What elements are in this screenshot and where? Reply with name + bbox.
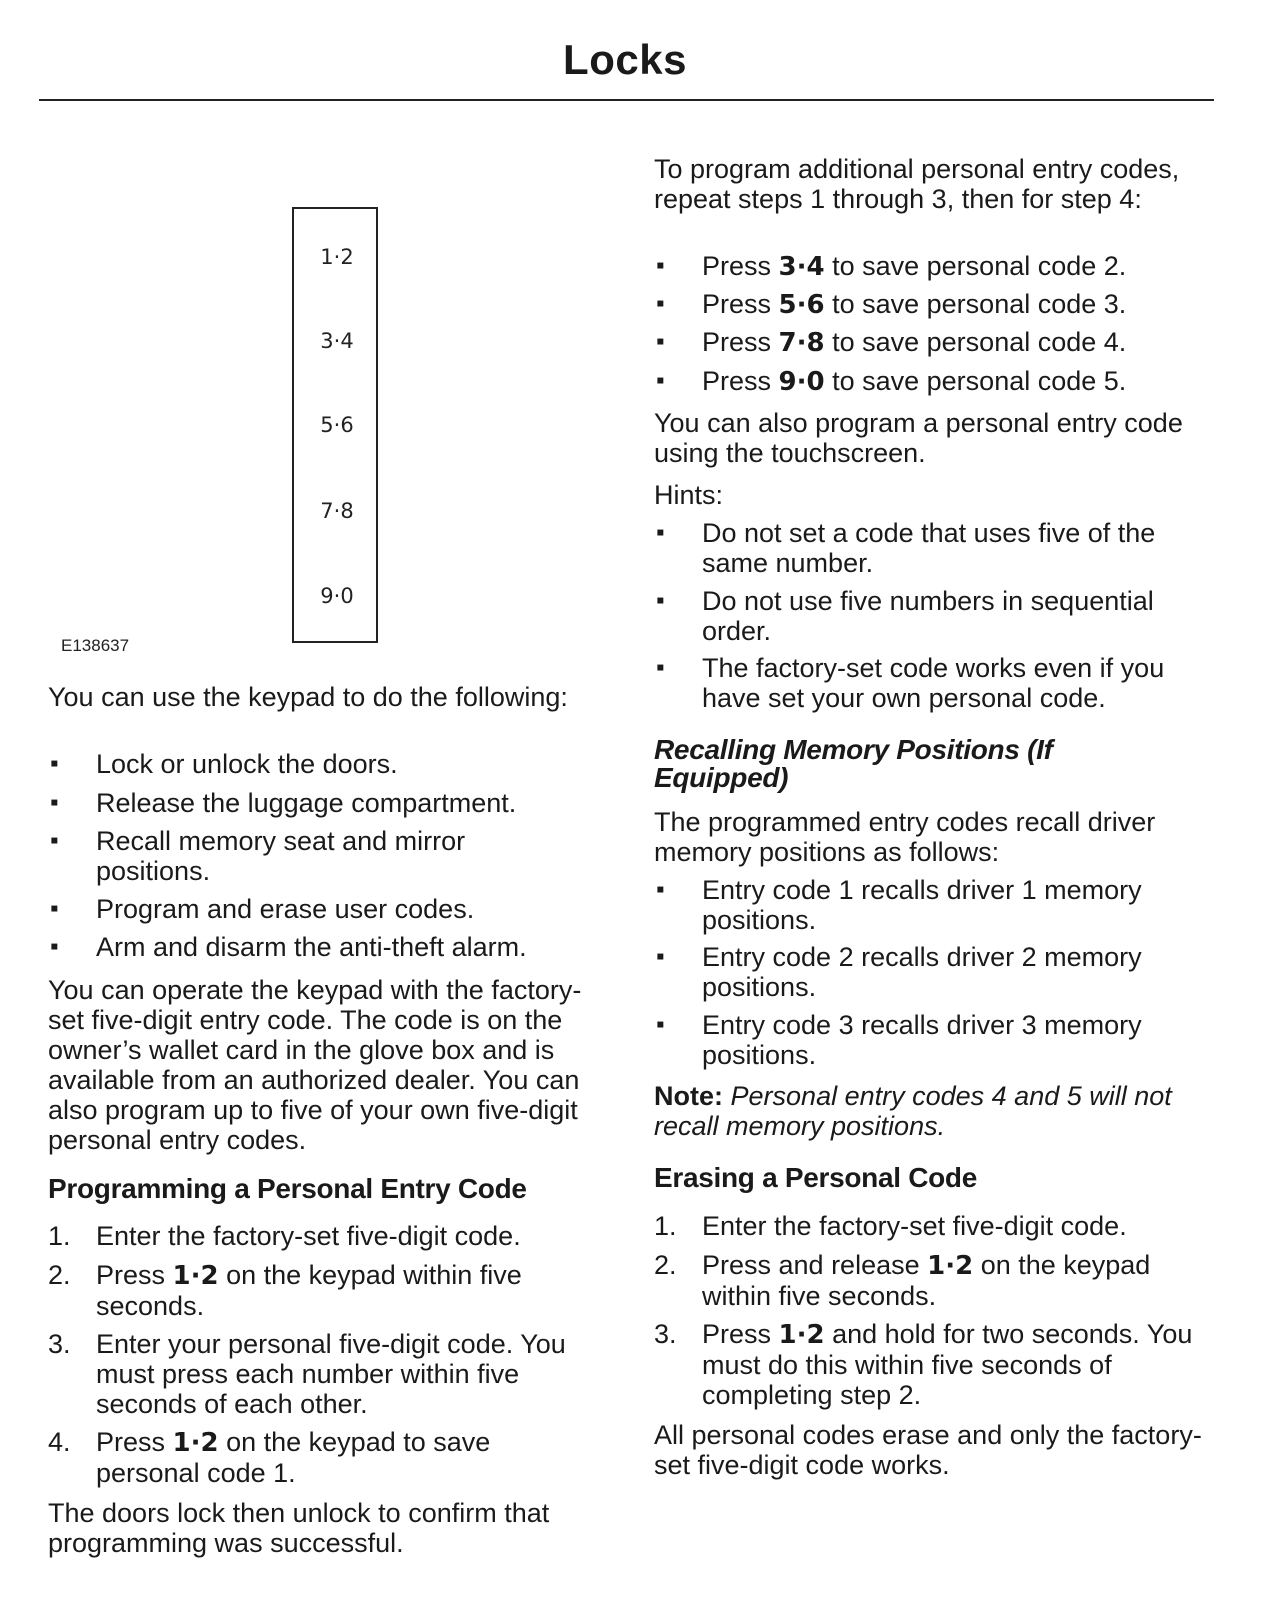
bullet-icon: ▪: [656, 290, 665, 317]
note-paragraph: [654, 1081, 1229, 1141]
keypad-key-label: 1·2: [778, 1320, 825, 1350]
list-item: ▪ Release the luggage compartment.: [50, 788, 517, 818]
bullet-icon: ▪: [656, 519, 665, 546]
list-item: 1. Enter the factory-set five-digit code.: [48, 1221, 521, 1251]
bullet-icon: ▪: [656, 328, 665, 355]
keypad-key-5-6: 5·6: [320, 413, 354, 437]
list-item: ▪ Entry code 2 recalls driver 2 memory positions.: [656, 942, 1142, 1002]
keypad-key-1-2: 1·2: [320, 245, 354, 269]
list-item: ▪ Press 9·0 to save personal code 5.: [656, 366, 1127, 397]
list-item: 3. Press 1·2 and hold for two seconds. You must do this within five seconds of completing step 2.: [654, 1319, 1193, 1410]
keypad-key-label: 1·2: [172, 1428, 219, 1458]
list-item: ▪ Recall memory seat and mirror positions.: [50, 826, 466, 886]
list-item: ▪ Program and erase user codes.: [50, 894, 475, 924]
list-item: ▪ Press 3·4 to save personal code 2.: [656, 251, 1127, 282]
list-item: 1. Enter the factory-set five-digit code.: [654, 1211, 1127, 1241]
keypad-key-label: 3·4: [778, 252, 825, 282]
keypad-illustration: [40, 205, 600, 665]
list-item: ▪ Press 7·8 to save personal code 4.: [656, 327, 1127, 358]
additional-codes-paragraph: To program additional personal entry codes, repeat steps 1 through 3, then for step 4:: [654, 154, 1180, 214]
keypad-key-9-0: 9·0: [320, 584, 354, 608]
list-item: ▪ Press 5·6 to save personal code 3.: [656, 289, 1127, 320]
hints-label: Hints:: [654, 480, 724, 510]
figure-id: E138637: [61, 636, 130, 655]
list-item: ▪ Do not use five numbers in sequential order.: [656, 586, 1154, 646]
list-item: 4. Press 1·2 on the keypad to save personal code 1.: [48, 1427, 491, 1488]
recall-intro: The programmed entry codes recall driver memory positions as follows:: [654, 807, 1156, 867]
bullet-icon: ▪: [50, 827, 59, 854]
bullet-icon: ▪: [656, 876, 665, 903]
keypad-key-7-8: 7·8: [320, 499, 354, 523]
bullet-icon: ▪: [50, 933, 59, 960]
confirm-paragraph: The doors lock then unlock to confirm that programming was successful.: [48, 1498, 550, 1558]
keypad-key-label: 1·2: [172, 1261, 219, 1291]
note-label: Note:: [654, 1081, 723, 1111]
keypad-key-3-4: 3·4: [320, 329, 354, 353]
recall-heading: Recalling Memory Positions (If Equipped): [654, 734, 1053, 793]
list-item: ▪ Entry code 3 recalls driver 3 memory positions.: [656, 1010, 1142, 1070]
list-item: ▪ The factory-set code works even if you have set your own personal code.: [656, 653, 1165, 713]
list-item: 3. Enter your personal five-digit code. You must press each number within five seconds of each other.: [48, 1329, 566, 1419]
touchscreen-paragraph: You can also program a personal entry code using the touchscreen.: [654, 408, 1183, 468]
keypad-key-label: 7·8: [778, 328, 825, 358]
header-divider: [39, 99, 1214, 101]
bullet-icon: ▪: [656, 587, 665, 614]
list-item: 2. Press and release 1·2 on the keypad within five seconds.: [654, 1250, 1151, 1311]
list-item: ▪ Arm and disarm the anti-theft alarm.: [50, 932, 527, 962]
list-item: ▪ Entry code 1 recalls driver 1 memory positions.: [656, 875, 1142, 935]
keypad-diagram: [292, 207, 378, 643]
bullet-icon: ▪: [656, 252, 665, 279]
keypad-key-label: 1·2: [927, 1251, 974, 1281]
bullet-icon: ▪: [656, 943, 665, 970]
list-item: ▪ Do not set a code that uses five of the same number.: [656, 518, 1156, 578]
keypad-key-label: 9·0: [778, 367, 825, 397]
bullet-icon: ▪: [656, 1011, 665, 1038]
bullet-icon: ▪: [50, 789, 59, 816]
bullet-icon: ▪: [656, 654, 665, 681]
list-item: 2. Press 1·2 on the keypad within five seconds.: [48, 1260, 522, 1321]
bullet-icon: ▪: [50, 895, 59, 922]
erase-result-paragraph: All personal codes erase and only the factory-set five-digit code works.: [654, 1420, 1202, 1480]
page-title: Locks: [563, 36, 687, 83]
bullet-icon: ▪: [50, 750, 59, 777]
programming-heading: Programming a Personal Entry Code: [48, 1173, 527, 1204]
operate-paragraph: You can operate the keypad with the factory-set five-digit entry code. The code is on the owner’s wallet card in the glove box and is available from an authorized dealer. You can also program up to five of your own five-digit personal entry codes.: [48, 975, 582, 1155]
note-body: Personal entry codes 4 and 5 will not recall memory positions.: [654, 1081, 1172, 1141]
list-item: ▪ Lock or unlock the doors.: [50, 749, 398, 779]
keypad-key-label: 5·6: [778, 290, 825, 320]
keypad-intro: You can use the keypad to do the following:: [48, 682, 568, 712]
bullet-icon: ▪: [656, 367, 665, 394]
erase-heading: Erasing a Personal Code: [654, 1162, 977, 1193]
